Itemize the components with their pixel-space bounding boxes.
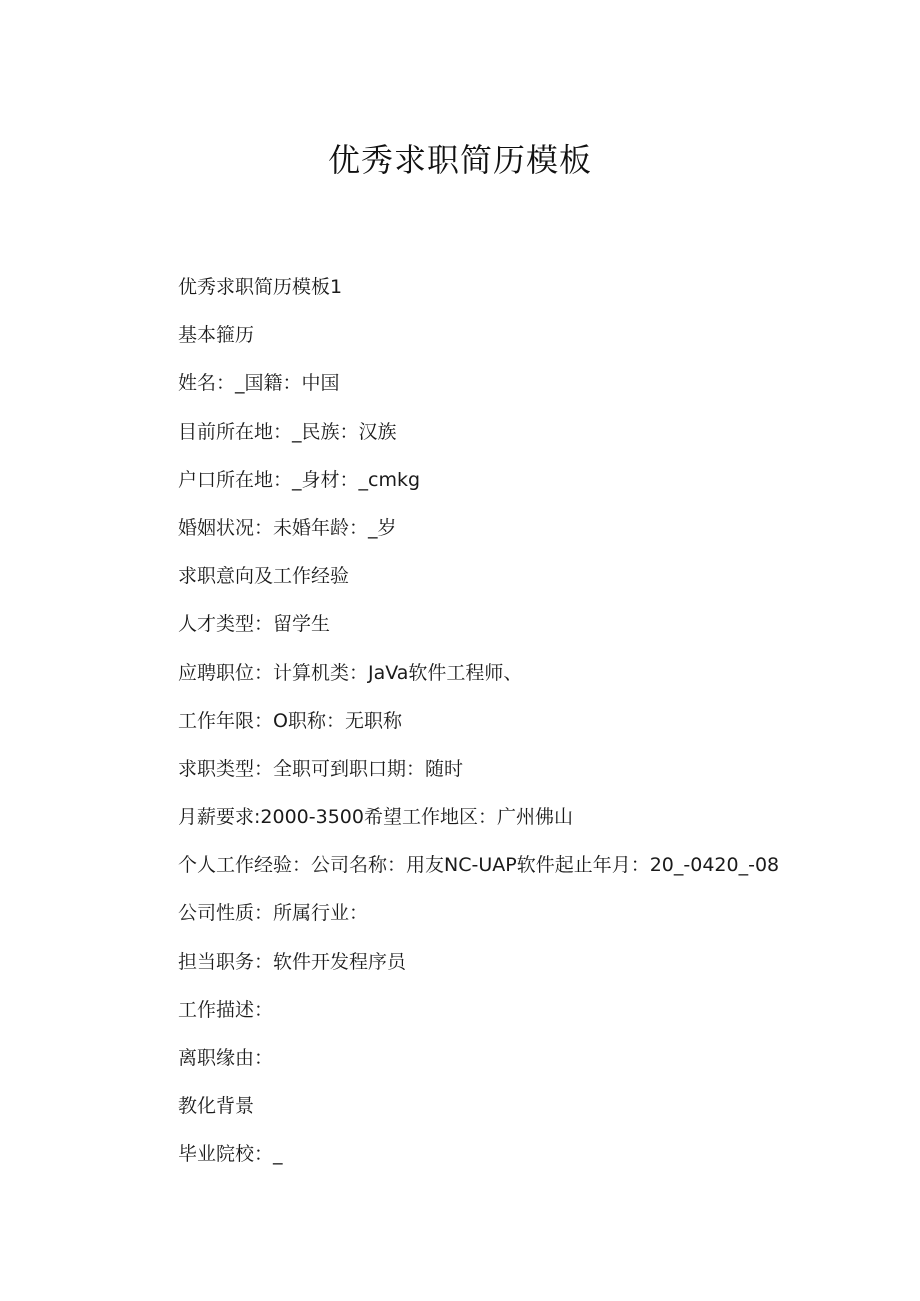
- line-name-nationality: 姓名：_国籍：中国: [178, 372, 340, 395]
- line-position: 应聘职位：计算机类：JaVa软件工程师、: [178, 661, 523, 684]
- line-role: 担当职务：软件开发程序员: [178, 950, 407, 973]
- section-heading-basic-info: 基本箍历: [178, 324, 255, 347]
- section-heading-intent-experience: 求职意向及工作经验: [178, 565, 350, 588]
- line-location-ethnicity: 目前所在地：_民族：汉族: [178, 420, 397, 443]
- section-heading-education: 教化背景: [178, 1095, 255, 1118]
- line-work-experience: 个人工作经验：公司名称：用友NC-UAP软件起止年月：20_-0420_-08: [178, 854, 780, 877]
- line-work-description: 工作描述：: [178, 998, 274, 1021]
- line-company-nature: 公司性质：所属行业：: [178, 902, 369, 925]
- line-leaving-reason: 离职缘由：: [178, 1047, 274, 1069]
- line-talent-type: 人才类型：留学生: [178, 613, 331, 636]
- document-title: 优秀求职简历模板: [327, 141, 592, 179]
- line-years-title: 工作年限：O职称：无职称: [178, 709, 402, 732]
- line-job-type-start: 求职类型：全职可到职口期：随时: [178, 757, 464, 780]
- document-body: [178, 268, 878, 1184]
- line-hukou-body: 户口所在地：_身材：_cmkg: [178, 468, 421, 491]
- line-salary-region: 月薪要求:2000-3500希望工作地区：广州佛山: [178, 806, 573, 829]
- section-heading-template-1: 优秀求职简历模板1: [178, 276, 343, 298]
- line-school: 毕业院校：_: [178, 1143, 283, 1166]
- line-marital-age: 婚姻状况：未婚年龄：_岁: [178, 516, 397, 539]
